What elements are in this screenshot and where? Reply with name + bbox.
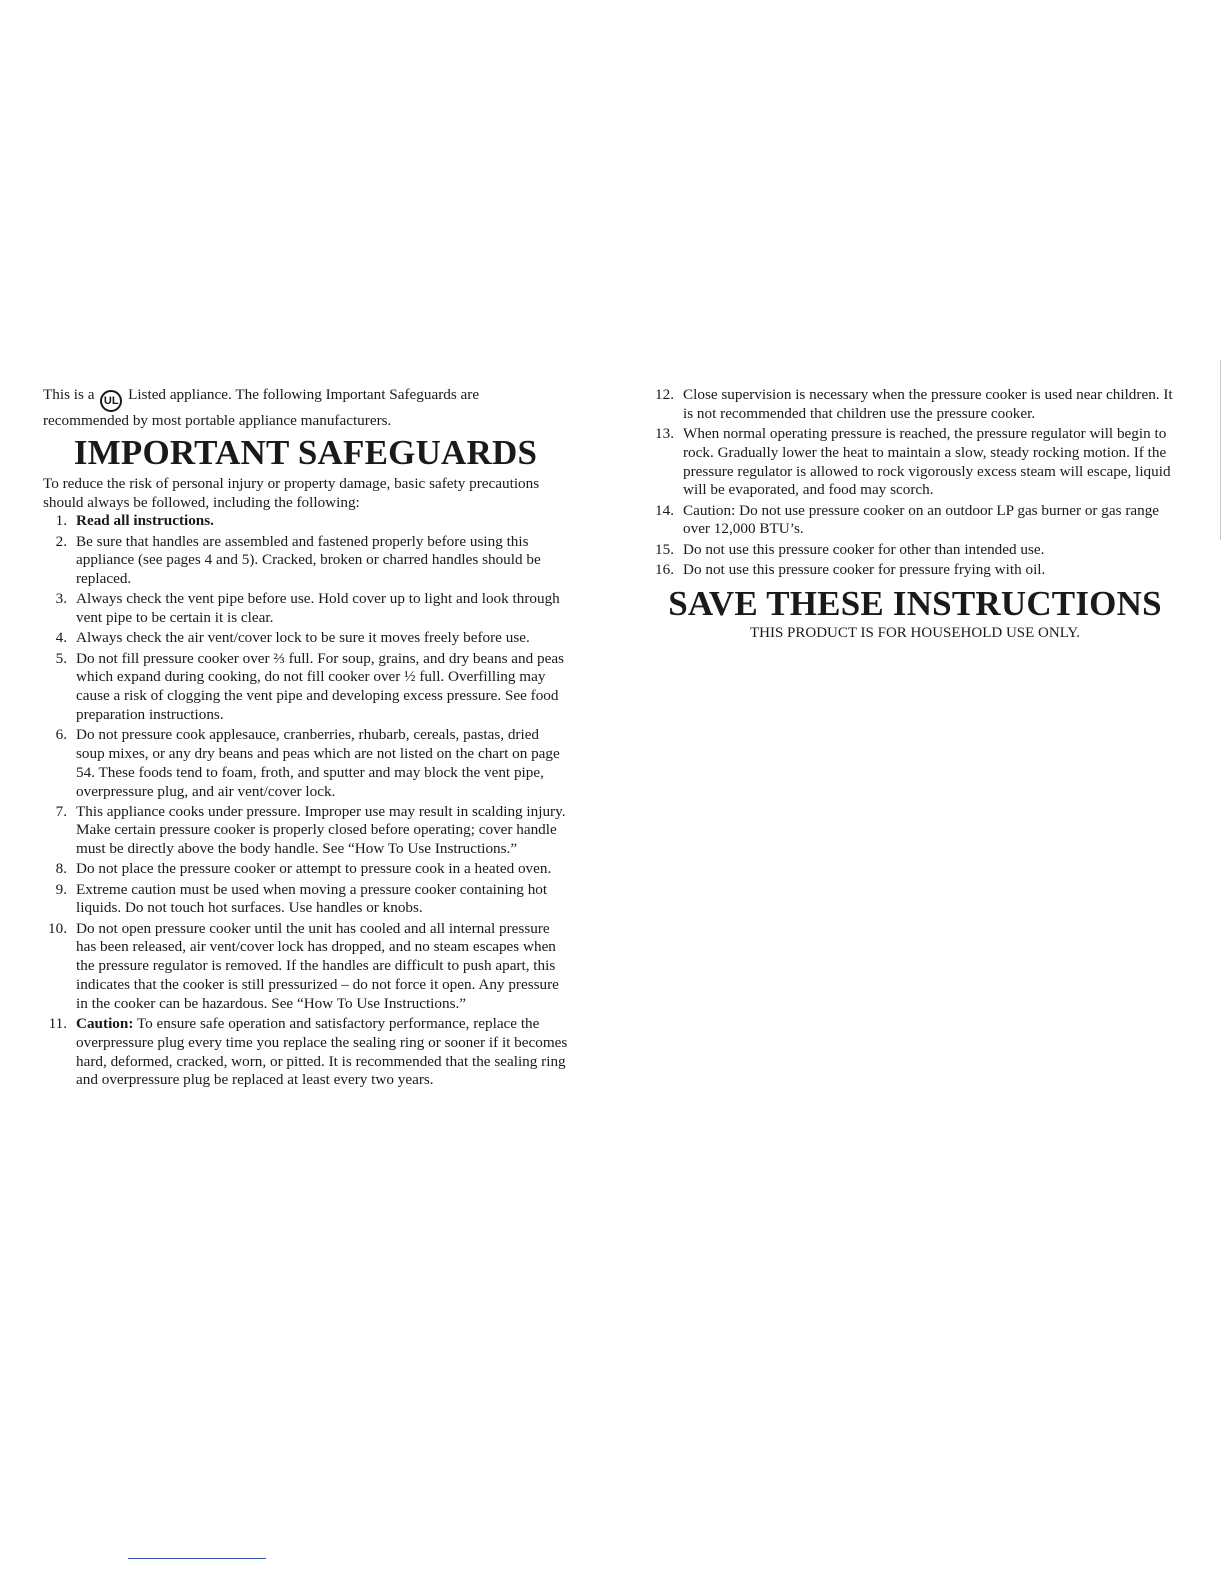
item-number: 2. (55, 532, 67, 550)
item-number: 14. (655, 501, 674, 519)
item-text: Close supervision is necessary when the pressure cooker is used near children. It is not recommended that children use the pressure cooker. (683, 386, 1173, 422)
intro-paragraph (43, 386, 568, 431)
list-item (650, 561, 1180, 580)
item-text: Do not place the pressure cooker or attempt to pressure cook in a heated oven. (76, 860, 552, 878)
list-item (650, 386, 1180, 424)
item-number: 6. (55, 726, 67, 744)
item-text: This appliance cooks under pressure. Improper use may result in scalding injury. Make certain pressure cooker is properly closed before operating; cover handle must be directly above the body handle. See “How To Use Instructions.” (76, 802, 566, 858)
footer-rule (128, 1558, 266, 1559)
intro-text-before: This is a (43, 386, 95, 403)
item-number: 10. (48, 919, 67, 937)
item-text: When normal operating pressure is reached, the pressure regulator will begin to rock. Gradually lower the heat to maintain a slow, steady rocking motion. If the pressure regulator is allowed to rock vigorously excess steam will escape, liquid will be evaporated, and food may scorch. (683, 424, 1171, 499)
list-item (650, 425, 1180, 500)
list-item (43, 881, 568, 919)
item-text: Do not use this pressure cooker for pressure frying with oil. (683, 560, 1046, 578)
intro-text-after: Listed appliance. The following Important Safeguards are recommended by most portable appliance manufacturers. (43, 386, 480, 429)
safety-lead-paragraph: To reduce the risk of personal injury or property damage, basic safety precautions should always be followed, including the following: (43, 474, 540, 511)
page-edge-divider (1220, 360, 1221, 540)
item-text: Always check the vent pipe before use. Hold cover up to light and look through vent pipe to be certain it is clear. (76, 590, 560, 627)
item-text: Be sure that handles are assembled and fastened properly before using this appliance (see pages 4 and 5). Cracked, broken or charred handles should be replaced. (76, 532, 541, 588)
item-text: Do not open pressure cooker until the unit has cooled and all internal pressure has been released, air vent/cover lock has dropped, and no steam escapes when the pressure regulator is removed. If the handles are difficult to push apart, this indicates that the cooker is still pressurized – do not force it open. Any pressure in the cooker can be hazardous. See “How To Use Instructions.” (76, 919, 559, 1012)
list-item (43, 1015, 568, 1090)
list-item (650, 502, 1180, 540)
list-item (43, 629, 568, 648)
important-safeguards-title: IMPORTANT SAFEGUARDS (73, 432, 538, 472)
list-item (43, 920, 568, 1014)
list-item (43, 590, 568, 628)
item-number: 4. (55, 629, 67, 647)
list-item (43, 650, 568, 725)
list-item (43, 803, 568, 859)
list-item (43, 860, 568, 879)
left-column (43, 386, 568, 1092)
item-number: 15. (655, 540, 674, 558)
item-text: To ensure safe operation and satisfactory performance, replace the overpressure plug every time you replace the sealing ring or sooner if it becomes hard, deformed, cracked, worn, or pitted. It is recommended that the sealing ring and overpressure plug be replaced at least every two years. (76, 1015, 568, 1089)
item-number: 8. (55, 860, 67, 878)
right-column (650, 386, 1180, 642)
list-item (43, 533, 568, 589)
item-bold-text: Caution: (76, 1015, 134, 1033)
item-number: 1. (55, 512, 67, 530)
item-number: 3. (55, 590, 67, 608)
ul-listed-logo-icon: UL (100, 390, 122, 412)
item-number: 9. (55, 880, 67, 898)
list-item (43, 512, 568, 531)
item-text: Do not pressure cook applesauce, cranberries, rhubarb, cereals, pastas, dried soup mixes, or any dry beans and peas which are not listed on the chart on page 54. These foods tend to foam, froth, and sputter and may block the vent pipe, overpressure plug, and air vent/cover lock. (76, 726, 560, 800)
item-text: Do not fill pressure cooker over ⅔ full. For soup, grains, and dry beans and peas which expand during cooking, do not fill cooker over ½ full. Overfilling may cause a risk of clogging the vent pipe and developing excess pressure. See food preparation instructions. (76, 649, 564, 723)
household-use-note: THIS PRODUCT IS FOR HOUSEHOLD USE ONLY. (749, 624, 1081, 641)
item-number: 13. (655, 424, 674, 442)
item-number: 7. (55, 802, 67, 820)
list-item (43, 726, 568, 801)
item-text: Extreme caution must be used when moving a pressure cooker containing hot liquids. Do not touch hot surfaces. Use handles or knobs. (76, 880, 548, 917)
item-number: 16. (655, 560, 674, 578)
safeguards-list-left (43, 512, 568, 1090)
item-number: 5. (55, 649, 67, 667)
item-text: Do not use this pressure cooker for other than intended use. (683, 540, 1045, 558)
save-instructions-title: SAVE THESE INSTRUCTIONS (668, 583, 1162, 623)
item-number: 11. (48, 1015, 67, 1033)
item-text: Always check the air vent/cover lock to be sure it moves freely before use. (76, 629, 530, 647)
list-item (650, 541, 1180, 560)
item-number: 12. (655, 386, 674, 403)
item-bold-text: Read all instructions. (76, 512, 214, 530)
safeguards-list-right (650, 386, 1180, 580)
item-text: Caution: Do not use pressure cooker on an outdoor LP gas burner or gas range over 12,000 BTU’s. (683, 501, 1160, 538)
